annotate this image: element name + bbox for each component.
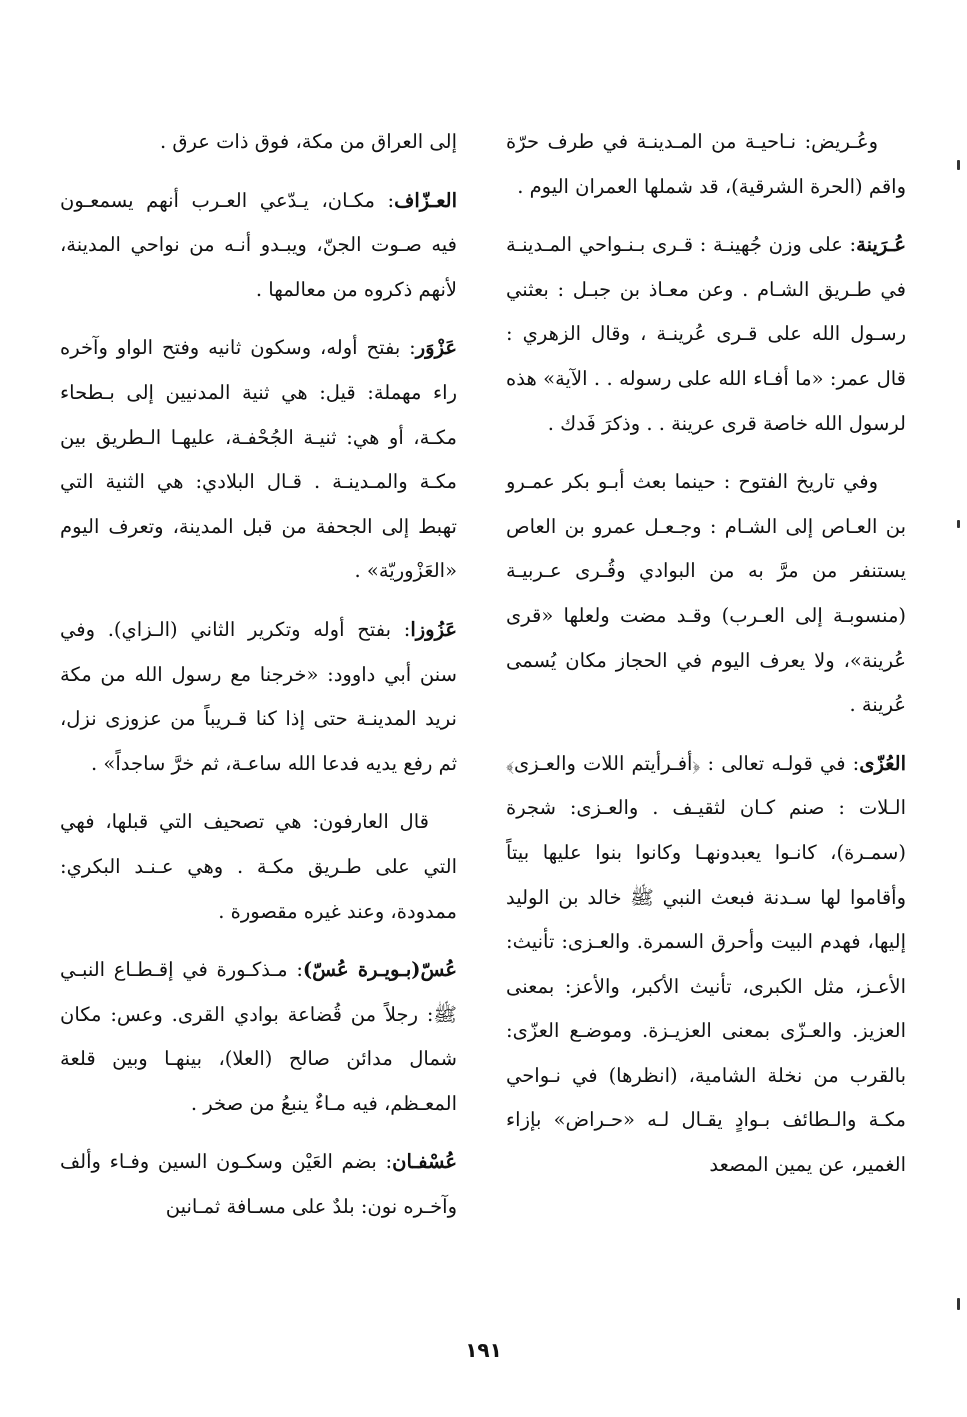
entry-text: وفي تاريخ الفتوح : حينما بعث أبـو بكر عمـرو بن العـاص إلى الشـام : وجـعـل عمرو بن العاص يستنفر من مرَّ به من البوادي وقُـرى عـربيـة (منسوبـة إلى العـرب) وقـد مضت ولعلها «قرى عُرينة»، ولا يعرف اليوم في الحجاز مكان يُسمى عُرينة .: [506, 470, 906, 717]
entry-azzaf: [60, 179, 457, 313]
entry-arifun-note: [60, 800, 457, 934]
entry-headword: وعُـريض: [811, 130, 878, 153]
entry-text: : بفتح أوله، وسكون ثانيه وفتح الواو وآخره راء مهملة: قيل: هي ثنية المدنيين إلى بـطحاء مكـة، أو هي: ثنيـة الجُحْفـة، عليهـا الـطريق بين مكـة والمـدينـة . قـال البلادي: هي الثنية التي تهبط إلى الجحفة من قبل المدينة، وتعرف اليوم «العَزْوريّة» .: [60, 336, 457, 583]
page-number: ١٩١: [465, 1338, 502, 1362]
entry-headword: العـزّاف: [394, 188, 457, 212]
entry-azwar: [60, 326, 457, 594]
entry-headword: عَزُوزا: [410, 617, 457, 641]
entry-headword: عُسّ(بـويـرة عُسّ): [302, 958, 457, 982]
entry-uzza: [506, 742, 906, 1188]
entry-text: قال العارفون: هي تصحيف التي قبلها، فهي التي على طـريق مكـة . وهي عـنـد البكري: ممدودة، وعند غيره مقصورة .: [60, 810, 457, 923]
entry-continuation: [60, 120, 457, 165]
scan-mark: [957, 1298, 960, 1310]
entry-uraynah: [506, 223, 906, 446]
entry-headword: عَزْوَر: [415, 336, 457, 360]
left-column: [60, 120, 457, 1230]
entry-uss: [60, 948, 457, 1126]
scan-mark: [957, 160, 960, 170]
entry-text: : في قولـه تعالى : ﴿أفـرأيتم اللات والعـزى﴾ الـلات : صنم كـان لثقيـف . والعـزى: شجرة (سمـرة)، كانـوا يعبدونهـا وكانوا بنوا عليها بيتاً وأقاموا لها سـدنة فبعث النبي ﷺ خالد بن الوليد إليها، فهدم البيت وأحرق السمرة. والعـزى: تأنيث: الأعـز، مثل الكبرى، تأنيث الأكبر، والأعز: بمعنى العزيز. والعـزّى بمعنى العزيـزة. وموضـع العزّى: بالقرب من نخلة الشامية، (انظرها) في نـواحي مكـة والـطائف بـوادٍ يقـال لـه «حـراض» بإزاء الغمير، عن يمين المصعد: [506, 751, 906, 1177]
entry-text: : بضم العَيْن وسكـون السين وفـاء وألف وآخـره نون: بلدٌ على مسـافة ثمـانين: [60, 1150, 457, 1219]
entry-azuza: [60, 608, 457, 786]
entry-text: إلى العراق من مكة، فوق ذات عرق .: [159, 130, 457, 153]
entry-text: : على وزن جُهينـة : قـرى بـنـواحي المـدينـة في طـريق الشـام . وعن معـاذ بن جبـل : بعثني رسـول الله على قـرى عُرينـة ، وقال الزهري : قال عمر: «ما أفـاء الله على رسوله . . الآية» هذه لرسول الله خاصة قرى عرينة . . وذكرَ فَدك .: [506, 233, 906, 435]
entry-futuh-note: [506, 460, 906, 728]
entry-headword: عُـرَينة: [856, 233, 906, 257]
right-column: [506, 120, 906, 1188]
scan-mark: [957, 520, 960, 528]
entry-ureid: [506, 120, 906, 209]
entry-text: : مكـان، يـدّعي العـرب أنهم يسمعـون فيه صـوت الجنّ، ويبـدو أنـه من نواحي المدينة، لأنهم ذكروه من معالمها .: [60, 188, 457, 301]
entry-text: : نـاحيـة من المـدينـة في طرف حرّة واقم (الحرة الشرقية)، قد شملها العمران اليوم .: [506, 130, 906, 198]
entry-usfan: [60, 1140, 457, 1229]
entry-text: : بفتح أوله وتكرير الثاني (الـزاي). وفي سنن أبي داوود: «خرجنا مع رسول الله من مكة نريد المدينـة حتى إذا كنا قـريباً من عزوزى نزل، ثم رفع يديه فدعا الله ساعـة، ثم خرَّ ساجداً» .: [60, 617, 457, 775]
entry-headword: العُزّى: [859, 751, 906, 775]
entry-text: : مـذكـورة في إقـطـاع النبـي ﷺ: رجلاً من قُضاعة بوادي القرى. وعس: مكان شمال مدائن صالح (العلا)، بينهـا وبين قلعة المعـظم، فيه مـاءٌ ينبعُ من صخر .: [60, 958, 457, 1115]
entry-headword: عُسْفـان: [392, 1150, 457, 1174]
